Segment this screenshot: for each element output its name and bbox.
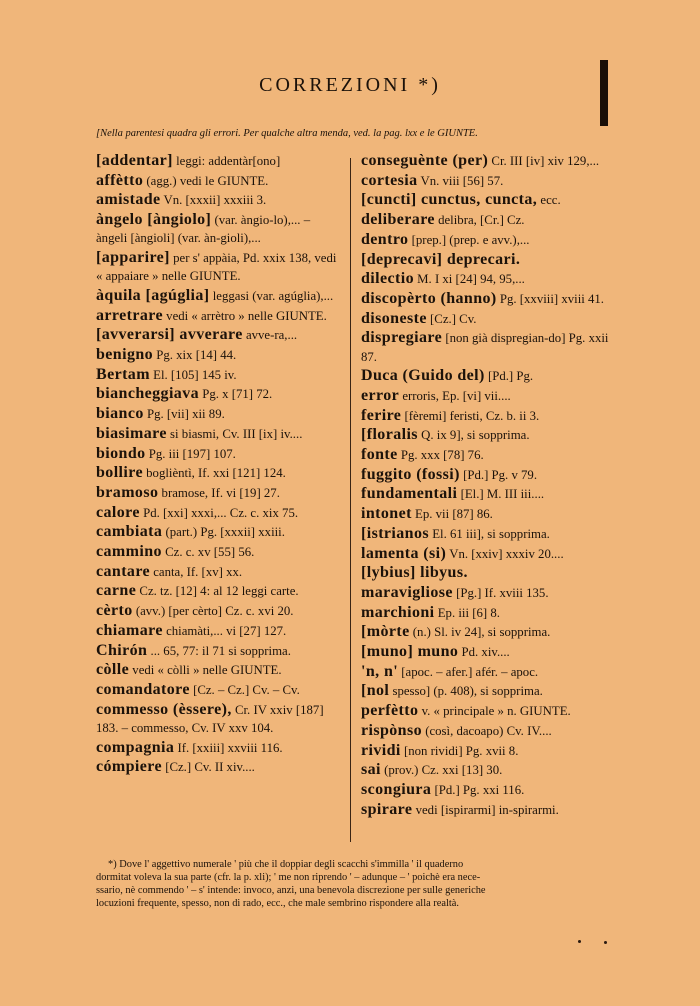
dictionary-entry — [96, 661, 344, 679]
dictionary-entry — [96, 543, 344, 561]
dictionary-entry — [361, 367, 609, 385]
footnote-line: locuzioni frequente, spesso, non di rado, ecc., che male sembrino rispondere alla realtà. — [96, 898, 459, 909]
entry-text: erroris, Ep. [vi] vii.... — [399, 388, 511, 403]
entry-text: Q. ix 9], si sopprima. — [417, 428, 530, 443]
entry-headword: dentro — [361, 230, 409, 248]
entry-headword: bollire — [96, 464, 143, 482]
entry-text: Pg. xix [14] 44. — [153, 348, 237, 363]
entry-headword: commesso (èssere), — [96, 700, 232, 718]
entry-text: canta, If. [xv] xx. — [150, 564, 243, 579]
entry-headword: bianco — [96, 405, 144, 423]
dictionary-entry — [96, 563, 344, 581]
dictionary-entry — [361, 781, 609, 799]
entry-headword: maravigliose — [361, 583, 453, 601]
dictionary-entry — [96, 642, 344, 660]
entry-text: Vn. [xxiv] xxxiv 20.... — [446, 546, 564, 561]
entry-headword: comandatore — [96, 680, 190, 698]
dictionary-entry — [361, 446, 609, 464]
entry-headword: biondo — [96, 444, 146, 462]
entry-text: ... 65, 77: il 71 si sopprima. — [147, 643, 291, 658]
dictionary-entry — [361, 310, 609, 328]
entry-headword: [cuncti] cunctus, cuncta, — [361, 191, 538, 209]
entry-headword: chiamare — [96, 621, 163, 639]
dictionary-entry — [361, 505, 609, 523]
entry-text: Vn. [xxxii] xxxiii 3. — [160, 193, 267, 208]
entry-headword: cambiata — [96, 523, 163, 541]
entry-text: Vn. viii [56] 57. — [417, 173, 504, 188]
entry-headword: spirare — [361, 800, 413, 818]
entry-headword: scongiura — [361, 781, 432, 798]
entry-headword: bramoso — [96, 483, 159, 501]
dictionary-entry — [361, 643, 609, 661]
entry-text: Pd. [xxi] xxxi,... Cz. c. xix 75. — [139, 505, 299, 520]
entry-text: chiamàti,... vi [27] 127. — [162, 623, 287, 638]
entry-text: Pg. xxx [78] 76. — [397, 448, 484, 463]
entry-headword: cèrto — [96, 602, 133, 620]
speck — [604, 941, 607, 944]
dictionary-entry — [96, 172, 344, 190]
entry-text: El. 61 iii], si sopprima. — [429, 526, 550, 541]
entry-text: (prov.) Cz. xxi [13] 30. — [380, 763, 503, 778]
dictionary-entry — [96, 582, 344, 600]
entry-text: ecc. — [537, 193, 561, 208]
footnote-line: *) Dove l' aggettivo numerale ' più che il doppiar degli scacchi s'immilla ' il quaderno — [108, 859, 464, 870]
dictionary-entry — [96, 191, 344, 209]
entry-headword: rispònso — [361, 721, 422, 739]
dictionary-entry — [96, 622, 344, 640]
entry-headword: marchioni — [361, 603, 435, 621]
entry-text: per s' appàia, Pd. xxix 138, vedi « appaiare » nelle GIUNTE. — [96, 251, 337, 284]
entry-headword: biasimare — [96, 424, 167, 442]
entry-text: (agg.) vedi le GIUNTE. — [143, 173, 269, 188]
entry-headword: dilectio — [361, 270, 414, 288]
dictionary-entry — [96, 405, 344, 423]
dictionary-entry — [96, 211, 344, 247]
subtitle-note: [Nella parentesi quadra gli errori. Per qualche altra menda, ved. la pag. lxx e le GIUNTE. — [96, 128, 478, 139]
entry-headword: affètto — [96, 171, 144, 189]
entry-text: [Pd.] Pg. v 79. — [459, 467, 538, 482]
dictionary-entry — [96, 701, 344, 737]
dictionary-entry — [361, 485, 609, 503]
entry-text: Pd. xiv.... — [458, 645, 510, 660]
entry-text: leggi: addentàr[ono] — [172, 154, 281, 168]
entry-headword: dispregiare — [361, 329, 443, 347]
entry-text: avve-ra,... — [242, 328, 298, 343]
entry-text: delibra, [Cr.] Cz. — [434, 213, 525, 228]
entry-headword: calore — [96, 503, 140, 521]
entry-headword: error — [361, 386, 400, 404]
entry-headword: [nol — [361, 682, 390, 700]
dictionary-entry — [361, 584, 609, 602]
dictionary-entry — [361, 426, 609, 444]
dictionary-entry — [96, 366, 344, 384]
dictionary-entry — [96, 287, 344, 305]
entry-text: [non rividi] Pg. xvii 8. — [400, 743, 519, 758]
entry-text: Cz. c. xv [55] 56. — [161, 545, 255, 560]
dictionary-entry — [361, 801, 609, 819]
entry-headword: còlle — [96, 661, 130, 679]
dictionary-entry — [96, 346, 344, 364]
dictionary-entry — [361, 172, 609, 190]
dictionary-entry — [361, 545, 609, 563]
entry-headword: cortesia — [361, 171, 418, 189]
entry-text: (n.) Sl. iv 24], si sopprima. — [409, 625, 551, 640]
dictionary-entry — [361, 761, 609, 779]
dictionary-entry — [361, 702, 609, 720]
entry-text: Ep. iii [6] 8. — [434, 605, 500, 620]
entry-headword: Duca (Guido del) — [361, 367, 485, 385]
dictionary-entry — [361, 525, 609, 543]
entry-headword: disoneste — [361, 309, 427, 327]
entry-text: [Cz.] Cv. — [426, 311, 477, 326]
entry-text: [Cz.] Cv. II xiv.... — [162, 760, 255, 775]
dictionary-entry — [361, 270, 609, 288]
entry-text: Cr. IV xxiv [187] 183. – commesso, Cv. IV xxv 104. — [96, 702, 324, 735]
right-column — [361, 152, 609, 820]
dictionary-entry — [361, 623, 609, 641]
column-divider — [350, 158, 351, 842]
dictionary-entry — [96, 681, 344, 699]
entry-text: [El.] M. III iii.... — [457, 487, 545, 502]
left-column — [96, 152, 344, 778]
dictionary-entry — [96, 326, 344, 344]
entry-headword: 'n, n' — [361, 662, 399, 680]
entry-headword: [mòrte — [361, 623, 410, 641]
entry-text: [apoc. – afer.] afér. – apoc. — [398, 664, 539, 679]
entry-text: (così, dacoapo) Cv. IV.... — [422, 723, 552, 738]
footnote-line: ssario, nè commendo ' – s' intende: invoco, anzi, una benevola discrezione per sulle generiche — [96, 885, 486, 896]
entry-text: vedi [ispirarmi] in-spirarmi. — [412, 802, 559, 817]
footnote — [96, 858, 606, 910]
dictionary-entry — [361, 604, 609, 622]
entry-headword: àngelo [àngiolo] — [96, 211, 212, 229]
entry-text: Cr. III [iv] xiv 129,... — [488, 154, 600, 168]
entry-text: Cz. tz. [12] 4: al 12 leggi carte. — [136, 584, 299, 599]
entry-headword: [apparire] — [96, 249, 170, 267]
entry-headword: cómpiere — [96, 758, 162, 776]
entry-text: [fèremi] feristi, Cz. b. ii 3. — [401, 408, 540, 423]
speck — [578, 940, 581, 943]
footnote-line: dormitat volevа la sua parte (cfr. la p. xli); ' me non riprendo ' – adunque – ' poichè era nece- — [96, 872, 481, 883]
entry-text: Pg. [vii] xii 89. — [143, 407, 225, 422]
entry-headword: cantare — [96, 562, 151, 580]
dictionary-entry — [361, 231, 609, 249]
entry-headword: cammino — [96, 543, 162, 561]
dictionary-entry — [96, 307, 344, 325]
entry-headword: rividi — [361, 741, 401, 759]
entry-text: v. « principale » n. GIUNTE. — [418, 704, 571, 719]
entry-headword: [deprecavi] deprecari. — [361, 250, 521, 268]
entry-headword: intonet — [361, 505, 412, 523]
dictionary-entry — [361, 191, 609, 209]
entry-text: El. [105] 145 iv. — [149, 367, 237, 382]
entry-text: Pg. [xxviii] xviii 41. — [496, 291, 605, 306]
entry-text: vedi « còlli » nelle GIUNTE. — [129, 663, 282, 678]
margin-mark — [600, 60, 608, 126]
entry-headword: carne — [96, 582, 137, 600]
entry-headword: lamenta (si) — [361, 544, 447, 562]
entry-text: si biasmi, Cv. III [ix] iv.... — [166, 426, 303, 441]
entry-headword: [muno] muno — [361, 643, 459, 661]
dictionary-entry — [96, 484, 344, 502]
entry-headword: deliberare — [361, 211, 435, 229]
dictionary-entry — [96, 385, 344, 403]
entry-text: vedi « arrètro » nelle GIUNTE. — [162, 308, 327, 323]
entry-text: Pg. iii [197] 107. — [145, 446, 236, 461]
entry-text: If. [xxiii] xxviii 116. — [174, 740, 283, 755]
dictionary-entry — [361, 466, 609, 484]
entry-text: Ep. vii [87] 86. — [411, 507, 493, 522]
entry-text: Pg. x [71] 72. — [199, 387, 273, 402]
entry-headword: [addentar] — [96, 152, 173, 169]
dictionary-entry — [96, 504, 344, 522]
entry-text: [Cz. – Cz.] Cv. – Cv. — [189, 682, 300, 697]
dictionary-entry — [361, 742, 609, 760]
dictionary-entry — [361, 663, 609, 681]
entry-text: leggasi (var. agúglia),... — [209, 288, 334, 303]
dictionary-entry — [361, 722, 609, 740]
entry-headword: biancheggiava — [96, 385, 199, 403]
dictionary-entry — [96, 152, 344, 170]
entry-headword: [floralis — [361, 426, 418, 444]
entry-headword: Chirón — [96, 641, 148, 659]
entry-text: [Pg.] If. xviii 135. — [452, 585, 549, 600]
dictionary-entry — [96, 602, 344, 620]
dictionary-entry — [361, 290, 609, 308]
entry-headword: Bertam — [96, 365, 150, 383]
dictionary-entry — [361, 387, 609, 405]
dictionary-entry — [361, 682, 609, 700]
entry-text: spesso] (p. 408), si sopprima. — [389, 684, 543, 699]
entry-headword: ferire — [361, 406, 402, 424]
dictionary-entry — [361, 407, 609, 425]
entry-headword: àquila [agúglia] — [96, 286, 210, 304]
entry-headword: [istrianos — [361, 524, 429, 542]
entry-headword: fundamentali — [361, 485, 458, 503]
entry-headword: discopèrto (hanno) — [361, 289, 497, 307]
dictionary-entry — [361, 564, 609, 582]
page-title: CORREZIONI *) — [259, 74, 441, 96]
dictionary-entry — [96, 425, 344, 443]
entry-headword: sai — [361, 761, 381, 779]
entry-text: [Pd.] Pg. xxi 116. — [431, 783, 525, 797]
entry-headword: [avverarsi] avverare — [96, 326, 243, 344]
dictionary-entry — [96, 249, 344, 285]
dictionary-entry — [96, 739, 344, 757]
entry-text: [Pd.] Pg. — [484, 369, 534, 384]
dictionary-entry — [96, 523, 344, 541]
entry-headword: compagnia — [96, 738, 175, 756]
entry-text: M. I xi [24] 94, 95,... — [413, 272, 525, 287]
entry-text: [prep.] (prep. e avv.),... — [408, 232, 530, 247]
dictionary-entry — [96, 758, 344, 776]
entry-headword: conseguènte (per) — [361, 152, 489, 169]
dictionary-entry — [361, 251, 609, 269]
entry-text: bramose, If. vi [19] 27. — [158, 485, 280, 500]
entry-text: (var. àngio-lo),... – àngeli [àngioli] (var. àn-gioli),... — [96, 213, 311, 246]
entry-text: [non già dispregian-do] Pg. xxii 87. — [361, 331, 609, 364]
dictionary-entry — [361, 211, 609, 229]
dictionary-entry — [361, 152, 609, 170]
entry-headword: fuggito (fossi) — [361, 465, 460, 483]
entry-headword: perfètto — [361, 702, 419, 720]
dictionary-entry — [361, 329, 609, 365]
entry-headword: [lybius] libyus. — [361, 564, 468, 582]
entry-headword: arretrare — [96, 306, 163, 324]
entry-text: boglièntì, If. xxi [121] 124. — [142, 466, 286, 481]
entry-headword: benigno — [96, 346, 154, 364]
entry-text: (part.) Pg. [xxxii] xxiii. — [162, 525, 285, 540]
entry-text: (avv.) [per cèrto] Cz. c. xvi 20. — [132, 604, 294, 619]
dictionary-entry — [96, 464, 344, 482]
entry-headword: fonte — [361, 446, 398, 464]
dictionary-entry — [96, 445, 344, 463]
entry-headword: amistade — [96, 191, 161, 209]
